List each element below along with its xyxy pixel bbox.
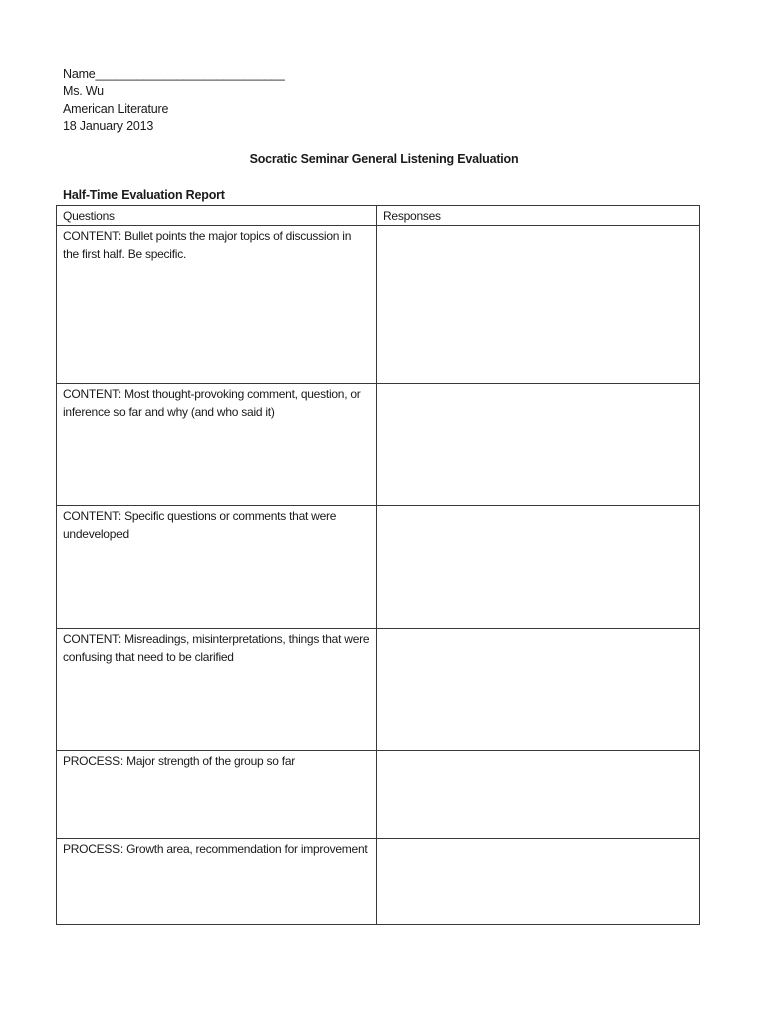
question-cell: CONTENT: Most thought-provoking comment, question, or inference so far and why (and who said it) [57, 384, 377, 506]
response-cell[interactable] [377, 629, 700, 751]
table-header-row [57, 206, 700, 226]
table-row [57, 839, 700, 925]
report-label: Half-Time Evaluation Report [63, 188, 225, 202]
name-blank[interactable]: ____________________________ [95, 67, 285, 81]
response-cell[interactable] [377, 839, 700, 925]
response-cell[interactable] [377, 226, 700, 384]
question-cell: CONTENT: Misreadings, misinterpretations, things that were confusing that need to be clarified [57, 629, 377, 751]
table-row [57, 751, 700, 839]
question-cell: PROCESS: Growth area, recommendation for improvement [57, 839, 377, 925]
response-cell[interactable] [377, 384, 700, 506]
column-header-responses: Responses [377, 206, 700, 226]
document-date: 18 January 2013 [63, 119, 154, 133]
column-header-questions: Questions [57, 206, 377, 226]
response-cell[interactable] [377, 506, 700, 629]
question-cell: PROCESS: Major strength of the group so far [57, 751, 377, 839]
response-cell[interactable] [377, 751, 700, 839]
evaluation-table [56, 205, 700, 925]
table-row [57, 506, 700, 629]
teacher-name: Ms. Wu [63, 84, 104, 98]
table-row [57, 384, 700, 506]
question-cell: CONTENT: Specific questions or comments that were undeveloped [57, 506, 377, 629]
table-row [57, 226, 700, 384]
table-row [57, 629, 700, 751]
course-name: American Literature [63, 102, 169, 116]
name-field-line[interactable] [63, 66, 285, 83]
question-cell: CONTENT: Bullet points the major topics of discussion in the first half. Be specific. [57, 226, 377, 384]
document-title: Socratic Seminar General Listening Evaluation [249, 152, 519, 166]
name-label: Name [63, 67, 96, 81]
